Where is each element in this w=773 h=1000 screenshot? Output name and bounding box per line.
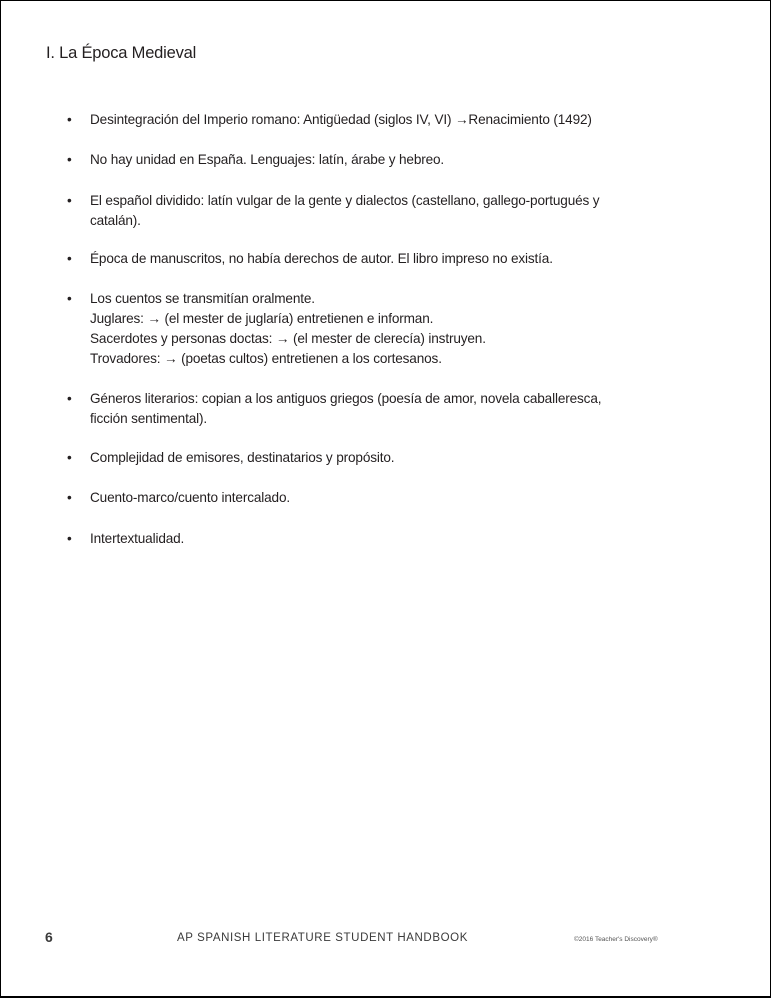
page-number: 6 — [45, 929, 53, 945]
list-item-text: Cuento-marco/cuento intercalado. — [90, 490, 290, 505]
list-item-text: Intertextualidad. — [90, 531, 185, 546]
bullet-icon: • — [67, 112, 72, 127]
bullet-icon: • — [67, 450, 72, 465]
list-item-text: Géneros literarios: copian a los antiguos griegos (poesía de amor, novela caballeresca, ficción sentimental). — [90, 391, 602, 426]
bullet-icon: • — [67, 291, 72, 306]
bullet-icon: • — [67, 531, 72, 546]
bullet-icon: • — [67, 193, 72, 208]
footer-handbook-title: AP SPANISH LITERATURE STUDENT HANDBOOK — [177, 932, 468, 944]
list-item-text: El español dividido: latín vulgar de la gente y dialectos (castellano, gallego-portugués y catalán). — [90, 193, 600, 228]
bullet-icon: • — [67, 152, 72, 167]
footer-copyright: ©2016 Teacher's Discovery® — [574, 936, 658, 943]
list-item-text: No hay unidad en España. Lenguajes: latín, árabe y hebreo. — [90, 152, 445, 167]
section-title: I. La Época Medieval — [46, 44, 197, 62]
bullet-icon: • — [67, 490, 72, 505]
bullet-icon: • — [67, 391, 72, 406]
bullet-icon: • — [67, 251, 72, 266]
list-item-text: Los cuentos se transmitían oralmente. Juglares: → (el mester de juglaría) entretienen e informan. Sacerdotes y personas doctas: → (el mester de clerecía) instruyen. Trovadores: → (poetas cultos) entretienen a los cortesanos. — [90, 291, 486, 366]
list-item-text: Época de manuscritos, no había derechos de autor. El libro impreso no existía. — [90, 251, 553, 266]
list-item-text: Desintegración del Imperio romano: Antigüedad (siglos IV, VI) →Renacimiento (1492) — [90, 112, 592, 127]
list-item-text: Complejidad de emisores, destinatarios y propósito. — [90, 450, 395, 465]
